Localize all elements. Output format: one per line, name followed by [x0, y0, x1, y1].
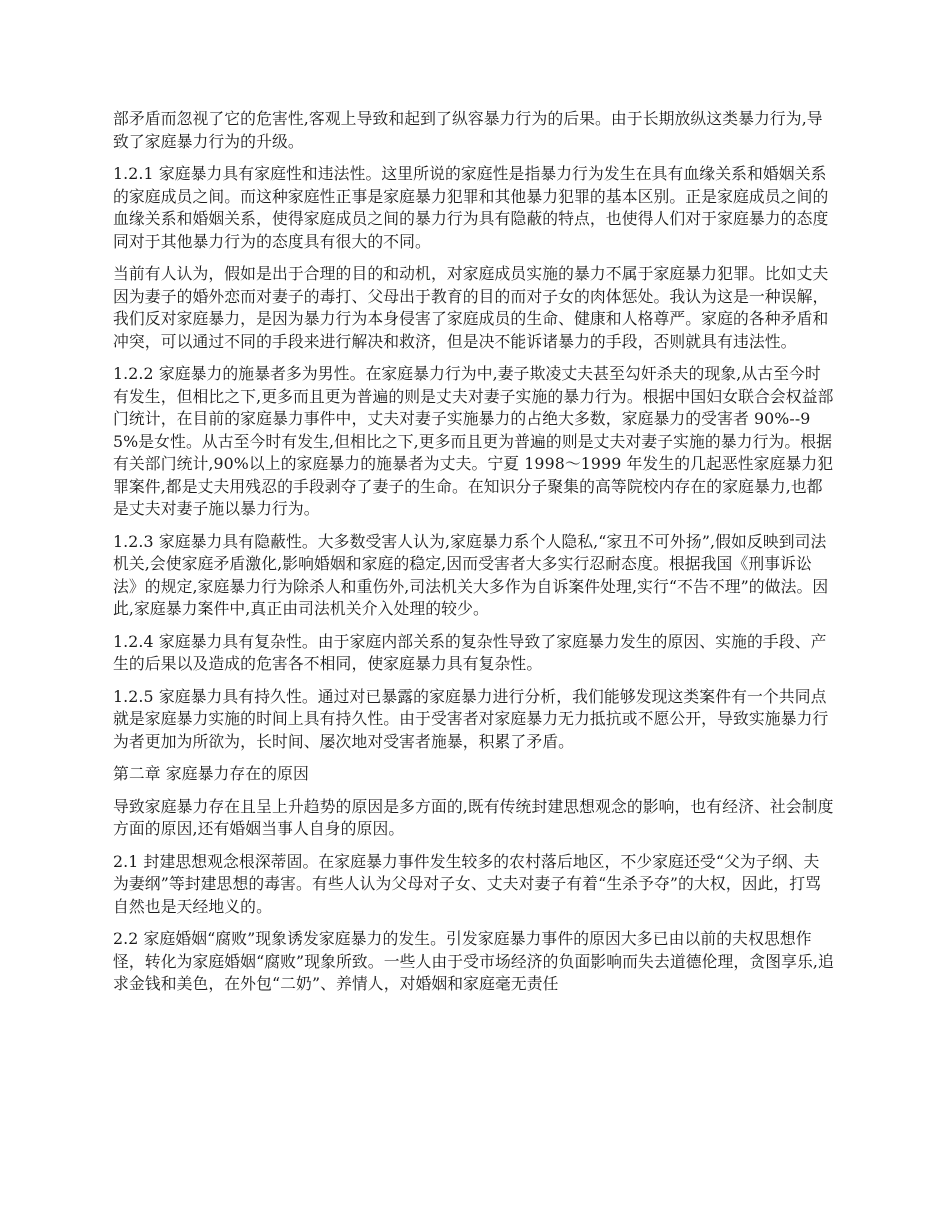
paragraph-1-2-5: 1.2.5 家庭暴力具有持久性。通过对已暴露的家庭暴力进行分析，我们能够发现这类案件有一个共同点就是家庭暴力实施的时间上具有持久性。由于受害者对家庭暴力无力抵抗或不愿公开，导致实施暴力行为者更加为所欲为，长时间、屡次地对受害者施暴，积累了矛盾。	[113, 686, 829, 751]
paragraph-2-1: 2.1 封建思想观念根深蒂固。在家庭暴力事件发生较多的农村落后地区，不少家庭还受“父为子纲、夫为妻纲”等封建思想的毒害。有些人认为父母对子女、丈夫对妻子有着“生杀予夺”的大权，因此，打骂自然也是天经地义的。	[113, 851, 822, 916]
paragraph-1-2-4: 1.2.4 家庭暴力具有复杂性。由于家庭内部关系的复杂性导致了家庭暴力发生的原因、实施的手段、产生的后果以及造成的危害各不相同，使家庭暴力具有复杂性。	[113, 631, 827, 673]
paragraph-1-2-1: 1.2.1 家庭暴力具有家庭性和违法性。这里所说的家庭性是指暴力行为发生在具有血缘关系和婚姻关系的家庭成员之间。而这种家庭性正事是家庭暴力犯罪和其他暴力犯罪的基本区别。正是家庭成员之间的血缘关系和婚姻关系，使得家庭成员之间的暴力行为具有隐蔽的特点，也使得人们对于家庭暴力的态度同对于其他暴力行为的态度具有很大的不同。	[113, 164, 829, 251]
chapter-2-heading: 第二章 家庭暴力存在的原因	[113, 764, 309, 783]
paragraph-opinion: 当前有人认为，假如是出于合理的目的和动机，对家庭成员实施的暴力不属于家庭暴力犯罪。比如丈夫因为妻子的婚外恋而对妻子的毒打、父母出于教育的目的而对子女的肉体惩处。我认为这是一种误解，我们反对家庭暴力，是因为暴力行为本身侵害了家庭成员的生命、健康和人格尊严。家庭的各种矛盾和冲突，可以通过不同的手段来进行解决和救济，但是决不能诉诸暴力的手段，否则就具有违法性。	[113, 264, 829, 351]
paragraph-2-2: 2.2 家庭婚姻“腐败”现象诱发家庭暴力的发生。引发家庭暴力事件的原因大多已由以前的夫权思想作怪，转化为家庭婚姻“腐败”现象所致。一些人由于受市场经济的负面影响而失去道德伦理，贪图享乐,追求金钱和美色，在外包“二奶”、养情人，对婚姻和家庭毫无责任	[113, 929, 834, 993]
paragraph-chapter-2-intro: 导致家庭暴力存在且呈上升趋势的原因是多方面的,既有传统封建思想观念的影响，也有经济、社会制度方面的原因,还有婚姻当事人自身的原因。	[113, 796, 834, 838]
paragraph-1-2-3: 1.2.3 家庭暴力具有隐蔽性。大多数受害人认为,家庭暴力系个人隐私,“家丑不可外扬”,假如反映到司法机关,会使家庭矛盾激化,影响婚姻和家庭的稳定,因而受害者大多实行忍耐态度。根据我国《刑事诉讼法》的规定,家庭暴力行为除杀人和重伤外,司法机关大多作为自诉案件处理,实行“不告不理”的做法。因此,家庭暴力案件中,真正由司法机关介入处理的较少。	[113, 531, 829, 618]
paragraph-1-2-2: 1.2.2 家庭暴力的施暴者多为男性。在家庭暴力行为中,妻子欺凌丈夫甚至勾奸杀夫的现象,从古至今时有发生，但相比之下,更多而且更为普遍的则是丈夫对妻子实施的暴力行为。根据中国妇女联合会权益部门统计，在目前的家庭暴力事件中，丈夫对妻子实施暴力的占绝大多数，家庭暴力的受害者 90%--95%是女性。从古至今时有发生,但相比之下,更多而且更为普遍的则是丈夫对妻子实施的暴力行为。根据有关部门统计,90%以上的家庭暴力的施暴者为丈夫。宁夏 1998～1999 年发生的几起恶性家庭暴力犯罪案件,都是丈夫用残忍的手段剥夺了妻子的生命。在知识分子聚集的高等院校内存在的家庭暴力,也都是丈夫对妻子施以暴力行为。	[113, 364, 834, 518]
document-page	[113, 108, 835, 1006]
paragraph-intro-continuation: 部矛盾而忽视了它的危害性,客观上导致和起到了纵容暴力行为的后果。由于长期放纵这类暴力行为,导致了家庭暴力行为的升级。	[113, 109, 823, 151]
